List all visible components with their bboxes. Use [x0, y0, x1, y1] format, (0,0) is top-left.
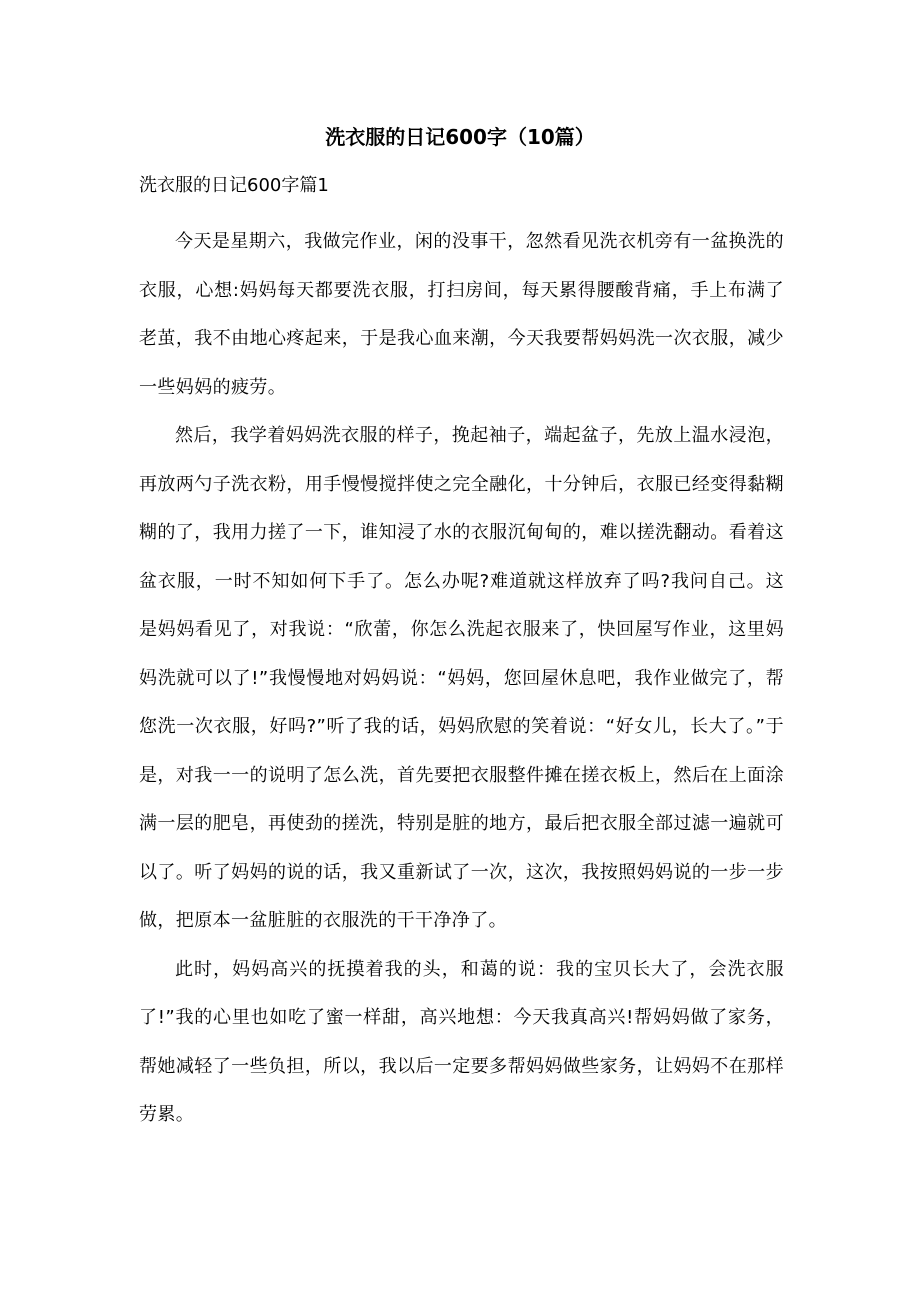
paragraph-1: 今天是星期六，我做完作业，闲的没事干，忽然看见洗衣机旁有一盆换洗的衣服，心想:妈妈每天都要洗衣服，打扫房间，每天累得腰酸背痛，手上布满了老茧，我不由地心疼起来，于是我心血来潮，今天我要帮妈妈洗一次衣服，减少一些妈妈的疲劳。 — [139, 231, 784, 398]
paragraph-2: 然后，我学着妈妈洗衣服的样子，挽起袖子，端起盆子，先放上温水浸泡，再放两勺子洗衣粉，用手慢慢搅拌使之完全融化，十分钟后，衣服已经变得黏糊糊的了，我用力搓了一下，谁知浸了水的衣服沉甸甸的，难以搓洗翻动。看着这盆衣服，一时不知如何下手了。怎么办呢?难道就这样放弃了吗?我问自己。这是妈妈看见了，对我说：“欣蕾，你怎么洗起衣服来了，快回屋写作业，这里妈妈洗就可以了!”我慢慢地对妈妈说：“妈妈，您回屋休息吧，我作业做完了，帮您洗一次衣服，好吗?”听了我的话，妈妈欣慰的笑着说：“好女儿，长大了。”于是，对我一一的说明了怎么洗，首先要把衣服整件摊在搓衣板上，然后在上面涂满一层的肥皂，再使劲的搓洗，特别是脏的地方，最后把衣服全部过滤一遍就可以了。听了妈妈的说的话，我又重新试了一次，这次，我按照妈妈说的一步一步做，把原本一盆脏脏的衣服洗的干干净净了。 — [139, 425, 784, 931]
paragraph-3: 此时，妈妈高兴的抚摸着我的头，和蔼的说：我的宝贝长大了，会洗衣服了!”我的心里也如吃了蜜一样甜，高兴地想：今天我真高兴!帮妈妈做了家务，帮她减轻了一些负担，所以，我以后一定要多帮妈妈做些家务，让妈妈不在那样劳累。 — [139, 958, 784, 1125]
document-title: 洗衣服的日记600字（10篇） — [325, 125, 595, 149]
document-body — [139, 218, 784, 1140]
section-heading: 洗衣服的日记600字篇1 — [139, 175, 329, 196]
